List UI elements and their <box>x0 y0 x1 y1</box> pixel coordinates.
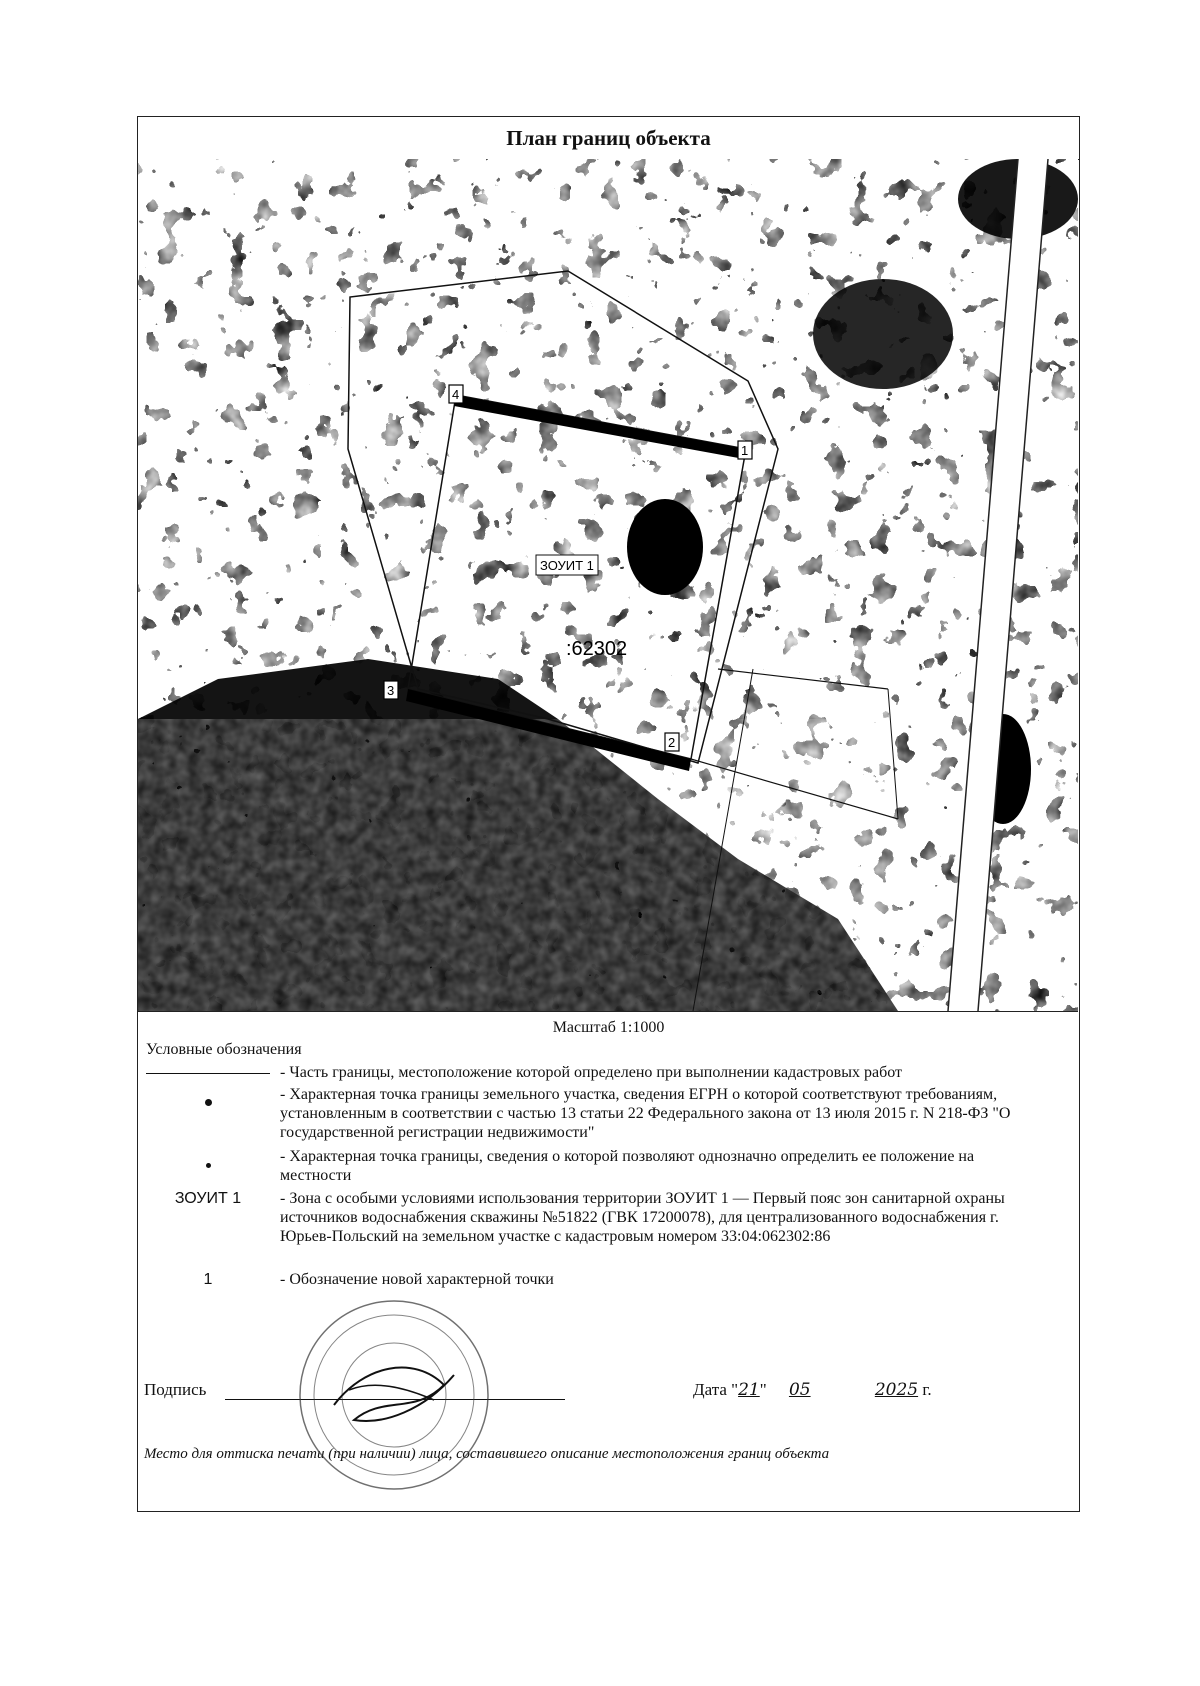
signature-scribble <box>334 1368 454 1421</box>
signature-line <box>225 1399 565 1400</box>
point-marker-4 <box>449 385 463 403</box>
document-frame: План границ объекта :62302 ЗОУИТ 1 4 1 3 2 Масштаб 1:1000 Условные обозначения - Часть границы, местоположение которой определено при выполнении кадастровых работ - Характерная точка границы земельного участка, сведения ЕГРН о которой соответствуют требованиям, установленным в соответствии с частью 13 статьи 22 Федерального закона от 13 июля 2015 г. N 218-ФЗ "О государственной регистрации недвижимости" - Характерная точка границы, сведения о которой позволяют однозначно определить ее положение на местности ЗОУИТ 1 - Зона с особыми условиями использования территории ЗОУИТ 1 — Первый пояс зон санитарной охраны источников водоснабжения скважины №51822 (ГВК 17200078), для централизованного водоснабжения г. Юрьев-Польский на земельном участке с кадастровым номером 33:04:062302:86 1 - Обозначение новой характерной точки Подпись Дата "21" 05 2025 г. Место для оттиска печати (при наличии) лица, составившего описание местоположения границ объекта <box>137 116 1080 1512</box>
date-year: 2025 <box>874 1380 919 1400</box>
zone-label: ЗОУИТ 1 <box>540 558 594 573</box>
point-marker-3 <box>384 681 398 699</box>
stamp-place-note: Место для оттиска печати (при наличии) лица, составившего описание местоположения границ объекта <box>144 1446 830 1462</box>
zone-symbol: ЗОУИТ 1 <box>174 1190 242 1207</box>
svg-text:1: 1 <box>741 443 749 458</box>
signature-label: Подпись <box>144 1380 207 1399</box>
seal-stamp <box>294 1295 494 1495</box>
aerial-map-svg <box>138 159 1078 1011</box>
point-number-symbol: 1 <box>203 1271 213 1288</box>
line-symbol <box>146 1073 270 1074</box>
parcel-number-label: :62302 <box>566 638 628 660</box>
date-month: 05 <box>788 1380 811 1400</box>
svg-text:3: 3 <box>387 683 395 698</box>
small-dot-symbol <box>206 1163 211 1168</box>
tree-crown <box>627 499 703 595</box>
page-title: План границ объекта <box>138 117 1079 160</box>
date-day: 21 <box>738 1380 760 1400</box>
svg-text:4: 4 <box>452 387 460 402</box>
map-scale: Масштаб 1:1000 <box>552 1019 665 1036</box>
boundary-map <box>138 159 1078 1012</box>
legend-title: Условные обозначения <box>146 1041 302 1058</box>
point-marker-1 <box>738 441 752 459</box>
date-field: Дата "21" 05 2025 г. <box>693 1380 932 1400</box>
svg-text:2: 2 <box>668 735 676 750</box>
point-marker-2 <box>665 733 679 751</box>
large-dot-symbol <box>205 1099 212 1106</box>
